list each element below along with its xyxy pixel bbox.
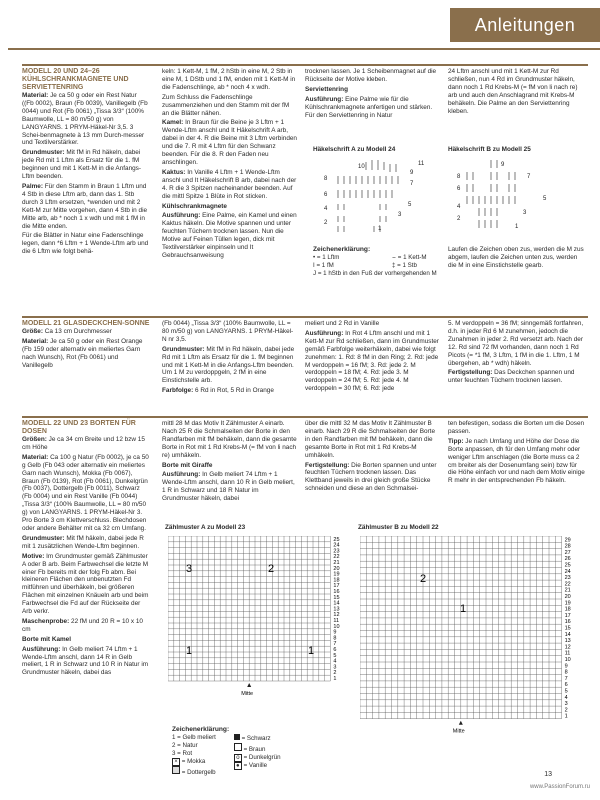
paragraph [22,646,150,678]
row-number: 25 [333,536,340,543]
hstb-symbol: J [313,270,318,277]
row-number: 1 [333,676,337,682]
row-number: 1 [564,713,568,720]
paragraph-text: Mit fM in Rd häkeln, dabei jede Rd mit 1 Lftm als Ersatz für die 1. fM beginnen und mit 1 Kett-M in die Anfangs-Lftm beenden. Um 1 M zu verdoppgeln, 2 fM in eine Einstichstelle arb. [162,345,295,385]
row-number: 10 [564,657,571,663]
paragraph-heading: Größe: [22,328,43,335]
paragraph-text: Für die Blätter in Natur eine Fadenschlinge legen, dann *6 Lftm + 1 Wende-Lftm arb und die 6 Lftm wie folgt behä- [22,232,149,256]
row-number: 9 [333,629,337,636]
section-title: Anleitungen [450,8,600,42]
svg-text:6: 6 [324,192,328,198]
stb-symbol: ‡ [392,262,398,269]
color-zone-number: 1 [460,603,467,615]
paragraph [448,68,586,115]
paragraph-heading: Material: [22,92,49,99]
paragraph-text: über die mittl 32 M das Motiv It Zählmuster B einarb. Nach 29 R die Schmalseiten der Borte in den Randfarben mit fM behäkeln, dann die gesamte Borte in Rot mit 1 Rd Krebs-M umhäkeln. [305,420,436,459]
row-number: 25 [564,562,571,569]
row-number: 2 [564,707,568,714]
paragraph-text: In Gelb meliert 74 Lftm + 1 Wende-Lftm anschl, dann 14 R in Gelb meliert, 1 R in Schwarz und 10 R in Natur im Grundmuster häkeln, dabei das [22,645,149,677]
crochet-chart-b [455,156,567,246]
vanille-swatch: ● [234,762,242,770]
svg-text:2: 2 [324,220,328,226]
row-number: 6 [564,682,568,689]
row-number: 23 [333,548,340,555]
row-number: 4 [564,694,568,701]
paragraph [305,330,440,393]
ch-symbol: • [313,254,317,261]
paragraph-text: Ca 100 g Natur (Fb 0002), je ca 50 g Gelb (Fb 043 oder alternativ ein meliertes Garn nach Wunsch), Mokka (Fb 0067), Braun (Fb 0139), Rot (Fb 0061), Dunkelgrün (Fb 0037), Dottergelb (Fb 0011), Schwarz (Fb 0004) und ein Rest Vanille (Fb 0044) „Tissa 3/3“ (100% Baumwolle, LL = 80 m/50 g) von LANGYARNS. 1 PRYM-Häkel-Nr 3. Pro Borte 3 cm Klettverschluss. Blechdosen oder andere Behälter mit ca 32 cm Umfang. [22,453,149,532]
header-rule [8,48,600,50]
paragraph-text: Je ca 50 g oder ein Rest Natur ((Fb 0002), Braun (Fb 0039), Vanillegelb (Fb 0044) und Rot (Fb 0061) „Tissa 3/3“ (100% Baumwolle, LL = 80 m/50 g) von LANGYARNS. 1 PRYM-Häkel-Nr 3,5. 3 Schei-benmagnete à 13 mm Durch-messer und Textilverstärker. [22,92,148,147]
paragraph-heading: Fertigstellung: [448,369,493,377]
paragraph-heading: Fertigstellung: [305,461,350,469]
row-number: 27 [564,549,571,556]
crochet-chart-a [318,156,430,246]
paragraph-heading: Borte mit Kamel [22,635,72,643]
paragraph-text: Die Borten spannen und unter feuchten Tüchern trocknen lassen. Das Klettband jeweils in drei gleich große Stücke schneiden und diese an den Schmalsei- [305,461,437,493]
paragraph-text: In Gelb meliert 74 Lftm + 1 Wende-Lftm anschl, dann 10 R in Gelb meliert, 1 R in Schwarz und 18 R Natur im Grundmuster häkeln, dabei [162,471,295,503]
s3-col1 [22,420,150,679]
s2-col1 [22,320,150,372]
paragraph [448,420,586,436]
paragraph-text: ten befestigen, sodass die Borten um die Dosen passen. [448,420,585,435]
paragraph-text: Zum Schluss die Fadenschlinge zusammenziehen und den Stamm mit der fM an die Blätter nähen. [162,93,290,117]
row-number: 18 [333,577,340,584]
chart-note: Laufen die Zeichen oben zus, werden die M zus abgem, laufen die Zeichen unten zus, werden die M in eine Einstichstelle gearb. [448,246,584,269]
paragraph [162,471,297,503]
paragraph-heading: Maschenprobe: [22,617,70,625]
row-number: 9 [564,663,568,670]
row-number: 24 [564,568,571,575]
center-mark: Mitte [241,691,254,697]
paragraph [22,232,150,256]
paragraph-heading: Borte mit Giraffe [162,461,213,469]
row-number: 19 [333,571,340,578]
paragraph-text: keln: 1 Kett-M, 1 fM, 2 hStb in eine M, 2 Stb in eine M, 1 DStb und 1 fM, enden mit 1 Kett-M in die Fadenschlinge, ab * noch 4 x wdh. [162,68,296,91]
svg-text:6: 6 [457,186,461,192]
row-number: 21 [333,560,340,566]
paragraph-heading: Material: [22,337,49,345]
row-number: 12 [564,644,571,651]
paragraph [162,320,297,344]
paragraph [22,636,150,644]
s3-col3 [305,420,440,495]
paragraph-heading: Ausführung: [162,212,201,220]
paragraph [162,420,297,460]
paragraph-heading: Palme: [22,182,43,190]
row-number: 10 [333,623,340,630]
paragraph [22,535,150,551]
paragraph [22,618,150,634]
svg-text:8: 8 [324,176,328,182]
row-number: 20 [564,594,571,600]
row-number: 4 [333,658,337,665]
row-number: 7 [564,675,568,682]
paragraph-heading: Kaktus: [162,168,186,176]
color-zone-number: 2 [268,563,275,575]
svg-text:4: 4 [324,206,328,212]
paragraph-heading: Grundmuster: [162,345,205,353]
paragraph-text: meliert und 2 Rd in Vanille [305,320,380,327]
row-number: 18 [564,606,571,613]
paragraph-text: Mit fM häkeln, dabei jede R mit 1 zusätzlichen Wende-Lftm beginnen. [22,534,144,550]
svg-text:2: 2 [457,216,461,222]
svg-text:8: 8 [457,174,461,180]
page-header [0,0,600,50]
paragraph-text: Eine Palme wie für die Kühlschrankmagnete anfertigen und stärken. Für den Serviettenring in Natur [305,95,433,119]
paragraph-heading: Serviettenring [305,85,348,93]
row-number: 16 [564,619,571,626]
count-chart-a-title: Zählmuster A zu Modell 23 [165,524,246,531]
row-number: 5 [564,688,568,695]
row-number: 8 [564,669,568,676]
paragraph [305,86,440,94]
row-number: 13 [564,638,571,645]
svg-text:4: 4 [457,204,461,210]
row-number: 15 [333,594,340,601]
paragraph [448,438,586,485]
svg-text:9: 9 [501,162,505,168]
paragraph-text: Für den Stamm in Braun 1 Lftm und 4 Stb in diese Lftm arb, dann das 1. Stb durch 3 Lftm ersetzen, *wenden und mit 2 Kett-M zur Mitte vorgehen, dann 4 Stb in die Mitte arb, ab * noch 1 x wdh und mit 1 fM in die Mitte enden. [22,182,148,230]
model-heading: MODELL 21 GLASDECKCHEN-SONNE [22,320,150,327]
s1-col3 [305,68,440,121]
svg-text:3: 3 [523,210,527,216]
svg-text:10: 10 [358,164,365,170]
paragraph-text: In Vanille 4 Lftm + 1 Wende-Lftm anschl und It Häkelschrift B arb, dabei nach der 4. R die 3 Spitzen nacheinander beenden. Auf die mittl Spitze 1 Blüte in Rot sticken. [162,168,297,200]
row-number: 21 [564,587,571,594]
paragraph [162,212,297,259]
fm-symbol: I [313,262,317,269]
count-chart-a [168,536,346,724]
paragraph-text: In Braun für die Beine je 3 Lftm + 1 Wende-Lftm anschl und It Häkelschrift A arb, dabei in der 4. R die Beine mit 3 Lftm verbinden und die 7. R mit 4 Lftm für den Schwanz beenden. Für die 8. R den Faden neu anschlingen. [162,119,297,166]
paragraph-text: Das Deckchen spannen und unter feuchten Tüchern trocknen lassen. [448,369,575,385]
paragraph [22,454,150,533]
paragraph [162,94,297,118]
paragraph [305,462,440,494]
paragraph [305,320,440,328]
row-number: 6 [333,647,337,653]
row-number: 11 [564,650,571,657]
color-zone-number: 2 [420,573,427,585]
paragraph [162,119,297,166]
chart-a-title: Häkelschrift A zu Modell 24 [313,146,396,153]
paragraph [305,420,440,460]
paragraph [448,369,586,385]
paragraph-text: mittl 28 M das Motiv It Zählmuster A einarb. Nach 25 R die Schmalseiten der Borte in den Randfarben mit fM behäkeln, dann die gesamte Borte in Rot mit 1 Rd Krebs-M (= fM von li nach re) umhäkeln. [162,420,297,459]
row-number: 8 [333,635,337,642]
row-number: 20 [333,565,340,572]
svg-text:3: 3 [398,212,402,218]
paragraph [22,149,150,181]
paragraph-heading: Ausführung: [305,329,344,337]
center-arrow-icon [247,683,251,687]
paragraph [162,387,297,395]
chart-b-title: Häkelschrift B zu Modell 25 [448,146,531,153]
kettm-symbol: ⌢ [392,254,398,261]
paragraph-heading: Material: [22,453,49,461]
site-watermark: www.PassionForum.ru [529,784,590,790]
paragraph-text: In Rot 4 Lftm anschl und mit 1 Kett-M zur Rd schließen, dann im Grundmuster gemäß Farbfolge weiterhäkeln, dabei wie folgt zunehmen: 1. Rd: 8 fM in den Ring; 2. Rd: jede M verdoppeln = 16 fM; 3. Rd: jede 2. M verdoppeln = 18 fM; 4. Rd: jede 3. M verdoppeln = 24 fM; 5. Rd: jede 4. M verdoppeln = 30 fM; 6. Rd: jede [305,329,439,393]
paragraph-text: (Fb 0044) „Tissa 3/3“ (100% Baumwolle, LL = 80 m/50 g) von LANGYARNS. 1 PRYM-Häkel-N nr 3,5. [162,320,294,343]
paragraph-heading: Kühlschrankmagnete [162,202,227,210]
count-chart-b [360,536,588,748]
chart-legend-2: ⌢ = 1 Kett-M ‡ = 1 Stb [392,254,427,269]
paragraph-heading: Grundmuster: [22,534,65,542]
dottergelb-swatch [172,766,180,774]
paragraph-text: 6 Rd in Rot, 5 Rd in Orange [195,387,274,395]
s3-col2 [162,420,297,505]
paragraph-text: Je nach Umfang und Höhe der Dose die Borte anpassen, dh für den Umfang mehr oder weniger Lftm anschlagen (die Borte muss ca 2 cm breiter als der Dosenumfang sein) bzw für die Höhe einfach vor und nach dem Motiv einige R mehr in der entsprechenden Fb häkeln. [448,437,585,485]
paragraph [22,328,150,336]
braun-swatch [234,743,242,751]
row-number: 29 [564,537,571,544]
svg-text:7: 7 [527,174,531,180]
section-rule [22,316,588,318]
color-zone-number: 3 [186,563,193,575]
paragraph-text: Im Grundmuster gemäß Zählmuster A oder B arb. Beim Farbwechsel die letzte M einer Fb bereits mit der folg Fb abm. Bei kleineren Flächen den unbenutzten Fd mitführen und überhäkeln, bei größeren Flächen mit einzelnen Knäueln arb und beim Farbwechsel die Fd auf der Rückseite der Arb verkr. [22,552,149,616]
row-number: 17 [564,612,571,619]
paragraph-text: Eine Palme, ein Kamel und einen Kaktus häkeln. Die Motive spannen und unter feuchten Tüchern trocknen lassen. Nun die Motive auf Feinen Tüllen legen, dick mit Textilverstärker einpinseln und It Gebrauchsanweisung [162,212,297,259]
paragraph-text: trocknen lassen. Je 1 Scheibenmagnet auf die Rückseite der Motive kleben. [305,68,437,83]
paragraph [162,169,297,201]
page-number: 13 [544,771,552,778]
svg-text:7: 7 [410,181,414,187]
schwarz-swatch [234,734,240,740]
paragraph-heading: Ausführung: [22,645,61,653]
row-number: 11 [333,618,340,624]
s3-col4 [448,420,586,487]
color-zone-number: 1 [308,645,315,657]
center-arrow-icon [459,721,463,725]
row-number: 17 [333,583,340,590]
paragraph [162,203,297,211]
svg-text:5: 5 [543,196,547,202]
row-number: 13 [333,606,340,613]
row-number: 3 [333,664,337,671]
svg-text:1: 1 [378,226,382,232]
paragraph [22,183,150,230]
paragraph [162,68,297,92]
svg-text:5: 5 [408,202,412,208]
row-number: 5 [333,652,337,659]
paragraph-heading: Motive: [22,552,45,560]
row-number: 7 [333,641,337,648]
paragraph-text: Je ca 34 cm Breite und 12 bzw 15 cm Höhe [22,436,145,451]
row-number: 14 [333,600,340,607]
row-number: 2 [333,670,337,677]
paragraph-heading: Farbfolge: [162,387,194,395]
s1-col2 [162,68,297,262]
row-number: 15 [564,625,571,632]
paragraph [22,338,150,370]
model-heading: MODELL 22 UND 23 BORTEN FÜR DOSEN [22,420,136,435]
count-legend: Zeichenerklärung: 1 = Gelb meliert 2 = Natur 3 = Rot × = Mokka = Dottergelb = Schwarz = Braun o = Dunkelgrün ● = Vanille [172,726,281,776]
row-number: 28 [564,543,571,550]
row-number: 16 [333,589,340,595]
row-number: 12 [333,612,340,619]
svg-text:1: 1 [515,224,519,230]
s2-col4 [448,320,586,387]
color-zone-number: 1 [186,645,193,657]
count-chart-b-title: Zählmuster B zu Modell 22 [358,524,439,531]
row-number: 26 [564,556,571,563]
s1-col4 [448,68,586,117]
paragraph-text: 5. M verdoppeln = 36 fM; sinngemäß fortfahren, d.h. in jeder Rd 6 M zunehmen, jedoch die Zunahmen in jeder 2. Rd versetzt arb. Nach der 12. Rd sind 72 fM vorhanden, dann noch 1 Rd Picots (= *1 fM, 3 Lftm, 1 fM in die 1. Lftm, 1 M übergehen, ab * wdh) häkeln. [448,320,584,367]
section-rule [22,64,588,66]
paragraph [162,346,297,386]
paragraph [22,436,150,452]
paragraph-text: 22 fM und 20 R = 10 x 10 cm [22,617,143,633]
section-rule [22,416,588,418]
row-number: 19 [564,600,571,607]
svg-text:11: 11 [418,161,425,167]
row-number: 3 [564,701,568,708]
s2-col3 [305,320,440,395]
chart-legend: Zeichenerklärung: • = 1 Lftm I = 1 fM J = 1 hStb in den Fuß der vorhergehenden M [313,246,437,277]
paragraph [22,92,150,147]
model-heading: MODELL 20 UND 24–26 KÜHLSCHRANKMAGNETE UND SERVIETTENRING [22,68,129,91]
paragraph [305,68,440,84]
row-number: 24 [333,542,340,549]
paragraph-text: Ca 13 cm Durchmesser [44,328,112,335]
paragraph-heading: Ausführung: [305,95,344,103]
paragraph [162,462,297,470]
paragraph-text: Je ca 50 g oder ein Rest Orange (Fb 159 oder alternativ ein meliertes Garn nach Wunsch), Rot (Fb 0061) und Vanillegelb [22,337,143,369]
s1-col1 [22,68,150,258]
paragraph [305,96,440,120]
paragraph-heading: Kamel: [162,119,184,127]
row-number: 23 [564,575,571,582]
paragraph-heading: Größen: [22,436,47,443]
svg-text:9: 9 [410,170,414,176]
paragraph-heading: Tipp: [448,437,464,445]
center-mark: Mitte [452,728,465,735]
row-number: 14 [564,631,571,638]
dunkelgruen-swatch: o [234,754,242,762]
paragraph-heading: Ausführung: [162,471,201,479]
row-number: 22 [564,581,571,588]
paragraph-text: 24 Lftm anschl und mit 1 Kett-M zur Rd schließen, nun 4 Rd im Grundmuster häkeln, dann noch 1 Rd Krebs-M (= fM von li nach re) arb und auch den Anschlagrand mit Krebs-M behäkeln. Die Palme an den Serviettenring kleben. [448,68,578,115]
paragraph [22,553,150,616]
paragraph-heading: Grundmuster: [22,149,65,157]
s2-col2 [162,320,297,397]
paragraph [448,320,586,367]
mokka-swatch: × [172,758,180,766]
paragraph-text: Mit fM in Rd häkeln, dabei jede Rd mit 1 Lftm als Ersatz für die 1. fM beginnen und mit 1 Kett-M in die Anfangs-Lftm beenden. [22,149,142,181]
row-number: 22 [333,554,340,561]
